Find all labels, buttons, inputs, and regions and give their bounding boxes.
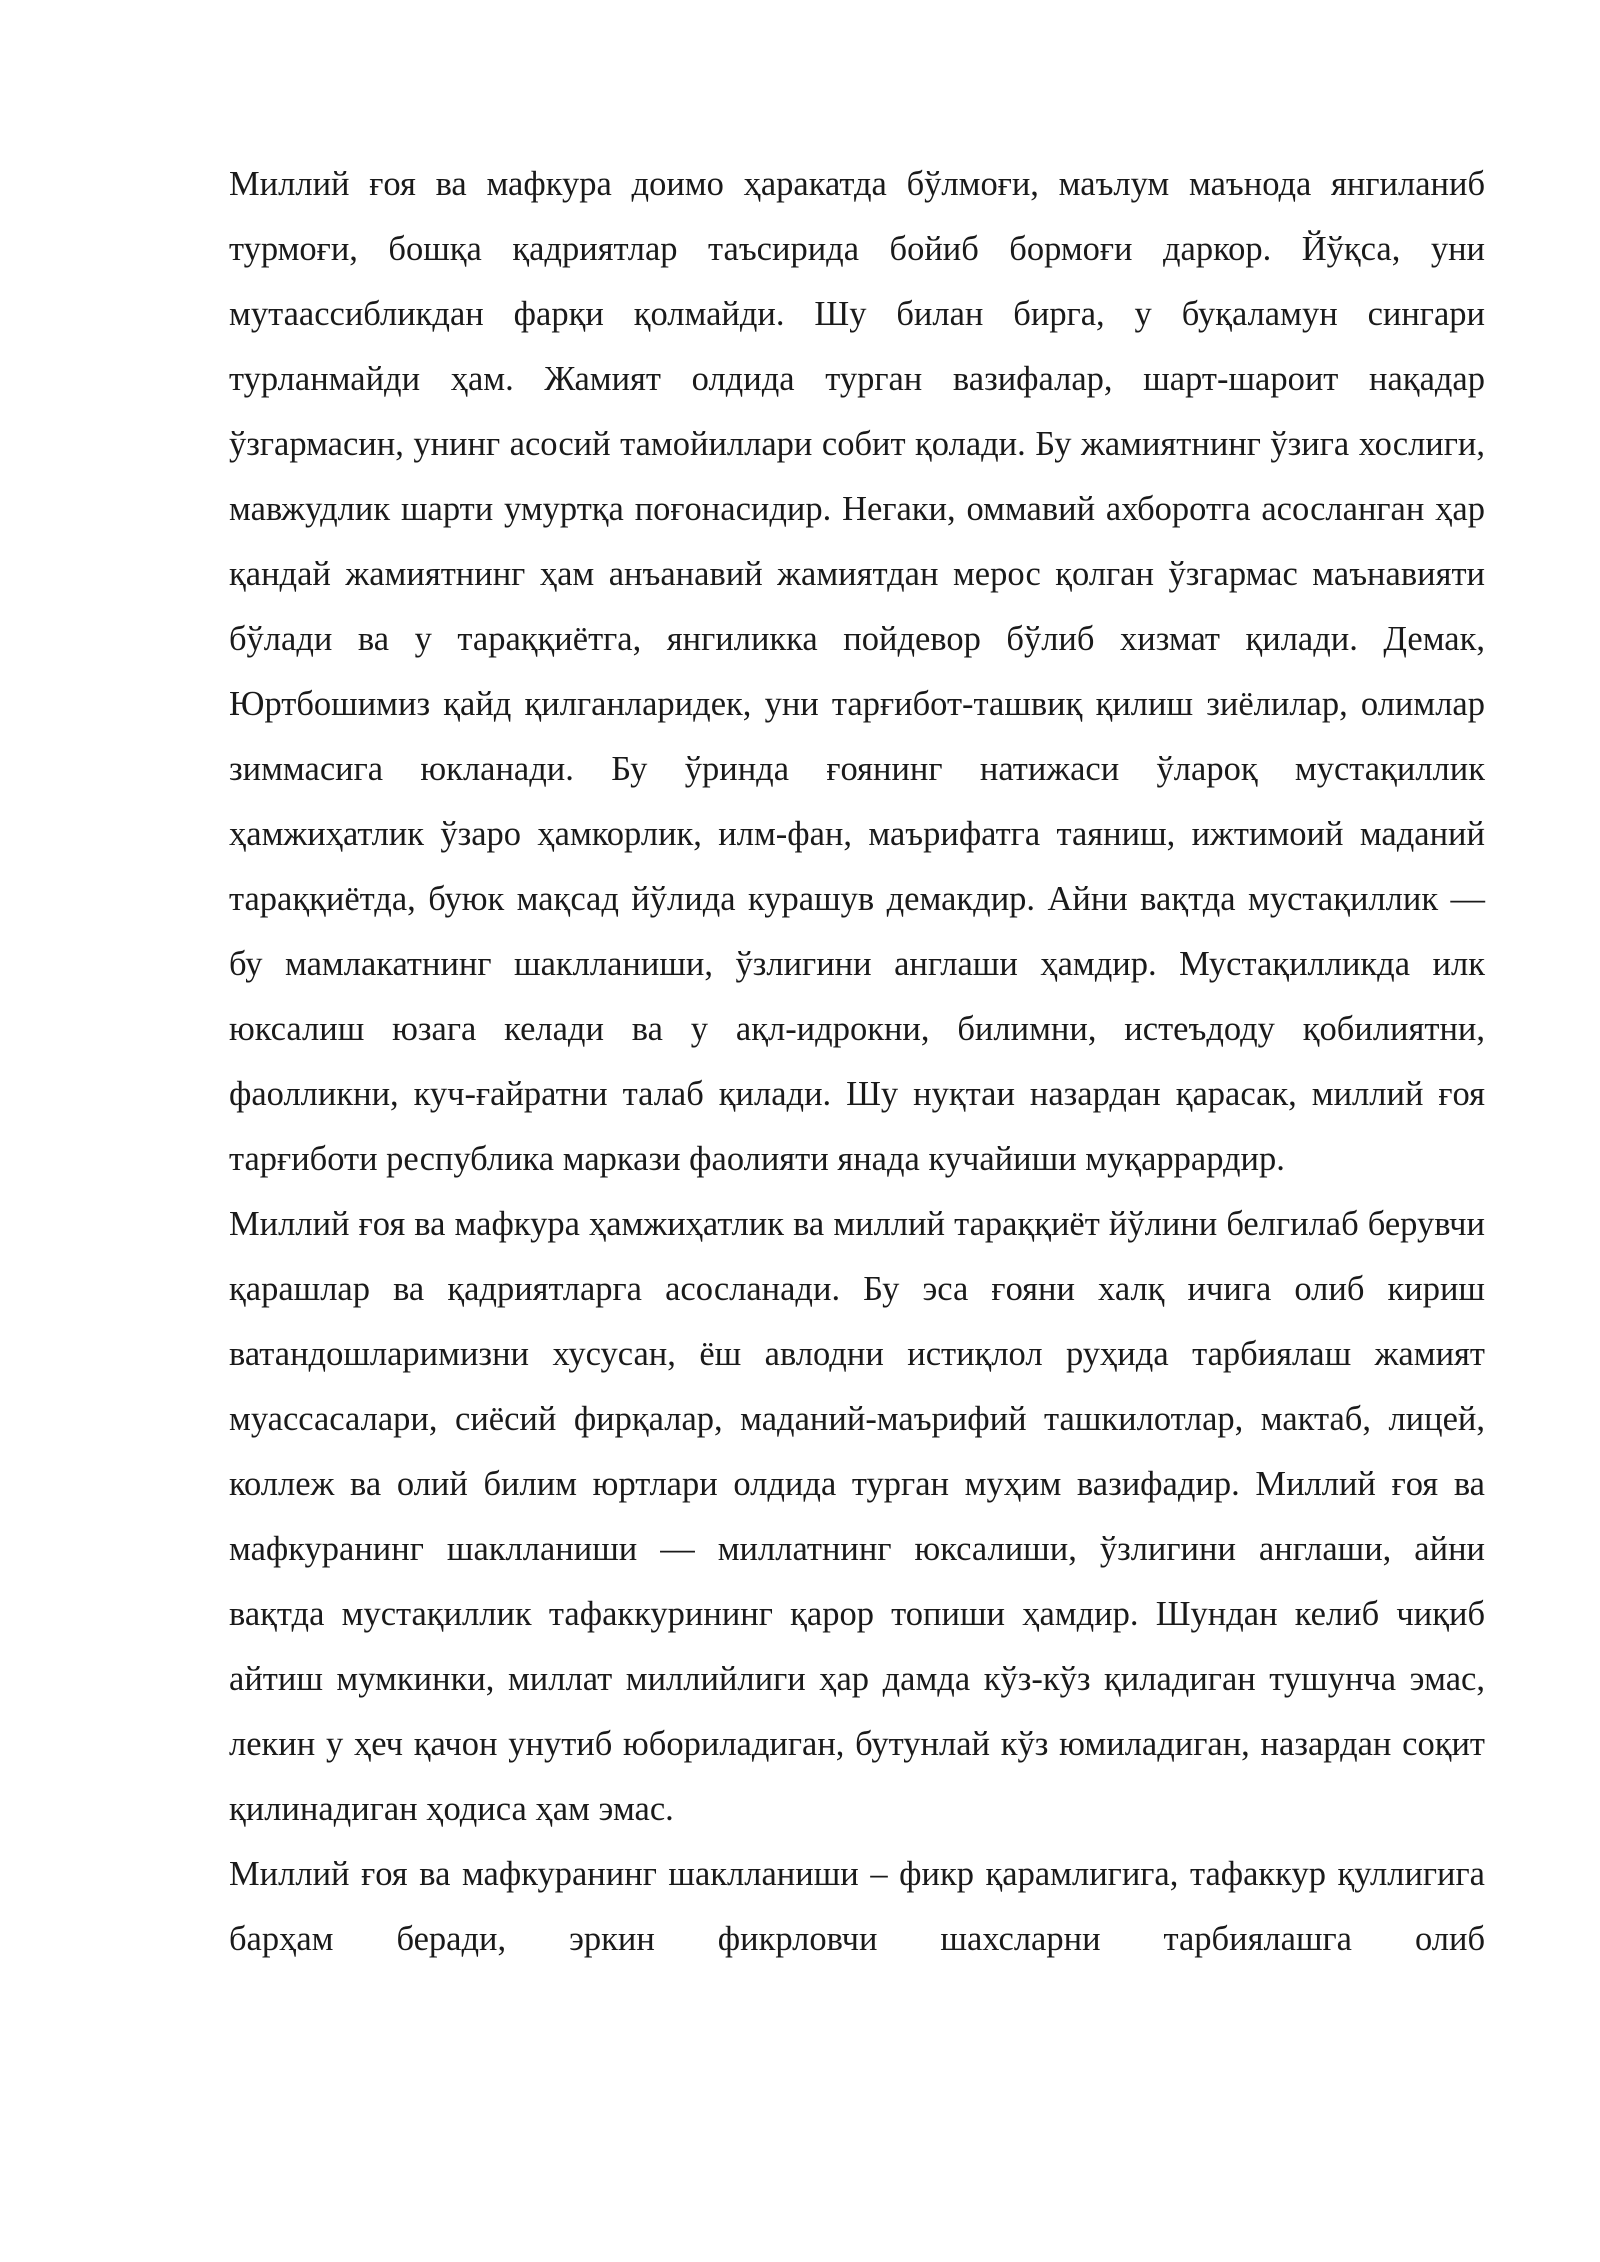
document-body — [229, 152, 1485, 1972]
paragraph-1: Миллий ғоя ва мафкура доимо ҳаракатда бўлмоғи, маълум маънода янгиланиб турмоғи, бошқа қадриятлар таъсирида бойиб бормоғи даркор. Йўқса, уни мутаассибликдан фарқи қолмайди. Шу билан бирга, у буқаламун сингари турланмайди ҳам. Жамият олдида турган вазифалар, шарт-шароит нақадар ўзгармасин, унинг асосий тамойиллари собит қолади. Бу жамиятнинг ўзига хослиги, мавжудлик шарти умуртқа поғонасидир. Негаки, оммавий ахборотга асосланган ҳар қандай жамиятнинг ҳам анъанавий жамиятдан мерос қолган ўзгармас маънавияти бўлади ва у тараққиётга, янгиликка пойдевор бўлиб хизмат қилади. Демак, Юртбошимиз қайд қилганларидек, уни тарғибот-ташвиқ қилиш зиёлилар, олимлар зиммасига юкланади. Бу ўринда ғоянинг натижаси ўлароқ мустақиллик ҳамжиҳатлик ўзаро ҳамкорлик, илм-фан, маърифатга таяниш, ижтимоий маданий тараққиётда, буюк мақсад йўлида курашув демакдир. Айни вақтда мустақиллик — бу мамлакатнинг шаклланиши, ўзлигини англаши ҳамдир. Мустақилликда илк юксалиш юзага келади ва у ақл-идрокни, билимни, истеъдоду қобилиятни, фаолликни, куч-ғайратни талаб қилади. Шу нуқтаи назардан қарасак, миллий ғоя тарғиботи республика маркази фаолияти янада кучайиши муқаррардир. — [229, 165, 1485, 1178]
paragraph-3: Миллий ғоя ва мафкуранинг шаклланиши – фикр қарамлигига, тафаккур қуллигига барҳам беради, эркин фикрловчи шахсларни тарбиялашга олиб — [229, 1855, 1485, 1958]
paragraph-2: Миллий ғоя ва мафкура ҳамжиҳатлик ва миллий тараққиёт йўлини белгилаб берувчи қарашлар ва қадриятларга асосланади. Бу эса ғояни халқ ичига олиб кириш ватандошларимизни хусусан, ёш авлодни истиқлол руҳида тарбиялаш жамият муассасалари, сиёсий фирқалар, маданий-маърифий ташкилотлар, мактаб, лицей, коллеж ва олий билим юртлари олдида турган муҳим вазифадир. Миллий ғоя ва мафкуранинг шаклланиши — миллатнинг юксалиши, ўзлигини англаши, айни вақтда мустақиллик тафаккурининг қарор топиши ҳамдир. Шундан келиб чиқиб айтиш мумкинки, миллат миллийлиги ҳар дамда кўз-кўз қиладиган тушунча эмас, лекин у ҳеч қачон унутиб юбориладиган, бутунлай кўз юмиладиган, назардан соқит қилинадиган ҳодиса ҳам эмас. — [229, 1205, 1485, 1828]
